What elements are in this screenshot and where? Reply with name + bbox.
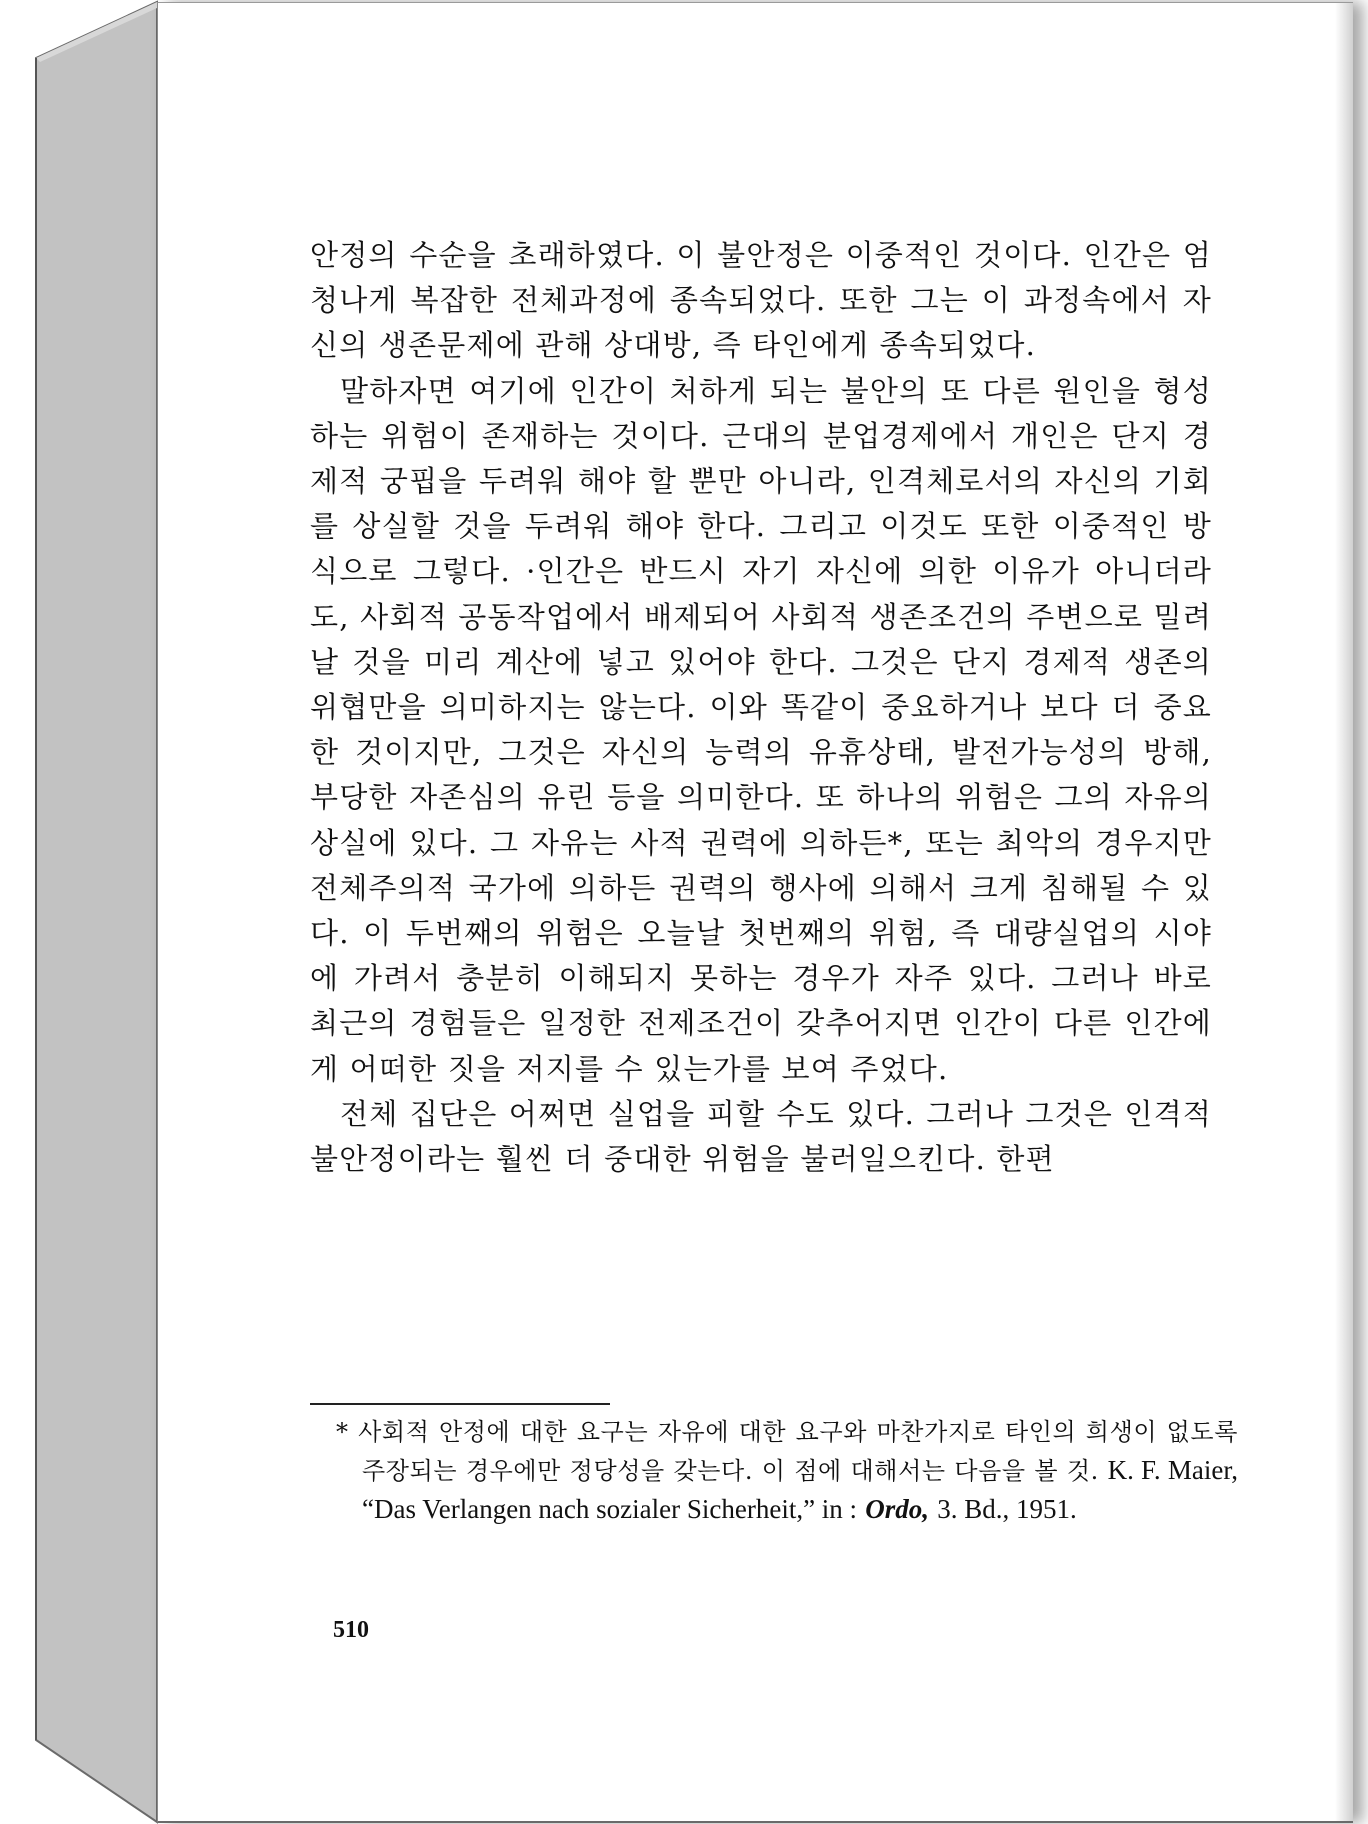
- body-text: [310, 233, 1212, 1182]
- footnote-volume: 3. Bd., 1951.: [937, 1494, 1077, 1524]
- footnote-korean-text: 사회적 안정에 대한 요구는 자유에 대한 요구와 마찬가지로 타인의 희생이 없도록 주장되는 경우에만 정당성을 갖는다. 이 점에 대해서는 다음을 볼 것.: [358, 1418, 1238, 1485]
- book-spine-edge: [0, 0, 160, 1824]
- paragraph-2: 말하자면 여기에 인간이 처하게 되는 불안의 또 다른 원인을 형성하는 위험이 존재하는 것이다. 근대의 분업경제에서 개인은 단지 경제적 궁핍을 두려워 해야 할 뿐만 아니라, 인격체로서의 자신의 기회를 상실할 것을 두려워 해야 한다. 그리고 이것도 또한 이중적인 방식으로 그렇다. ·인간은 반드시 자기 자신에 의한 이유가 아니더라도, 사회적 공동작업에서 배제되어 사회적 생존조건의 주변으로 밀려날 것을 미리 계산에 넣고 있어야 한다. 그것은 단지 경제적 생존의 위협만을 의미하지는 않는다. 이와 똑같이 중요하거나 보다 더 중요한 것이지만, 그것은 자신의 능력의 유휴상태, 발전가능성의 방해, 부당한 자존심의 유린 등을 의미한다. 또 하나의 위험은 그의 자유의 상실에 있다. 그 자유는 사적 권력에 의하든*, 또는 최악의 경우지만 전체주의적 국가에 의하든 권력의 행사에 의해서 크게 침해될 수 있다. 이 두번째의 위험은 오늘날 첫번째의 위험, 즉 대량실업의 시야에 가려서 충분히 이해되지 못하는 경우가 자주 있다. 그러나 바로 최근의 경험들은 일정한 전제조건이 갖추어지면 인간이 다른 인간에게 어떠한 짓을 저지를 수 있는가를 보여 주었다.: [310, 373, 1212, 1086]
- page-edge-shading: [1335, 3, 1353, 1821]
- footnote-journal: Ordo,: [865, 1494, 930, 1524]
- footnote-citation: K. F. Maier, “Das Verlangen nach sozialer Sicherheit,” in :: [362, 1455, 1238, 1524]
- paragraph-1: 안정의 수순을 초래하였다. 이 불안정은 이중적인 것이다. 인간은 엄청나게 복잡한 전체과정에 종속되었다. 또한 그는 이 과정속에서 자신의 생존문제에 관해 상대방, 즉 타인에게 종속되었다.: [310, 238, 1212, 363]
- footnote-separator: [310, 1403, 610, 1405]
- footnote-marker: *: [336, 1418, 349, 1446]
- document-page: [157, 2, 1353, 1823]
- footnote: [336, 1413, 1238, 1529]
- page-number: 510: [333, 1617, 369, 1643]
- paragraph-3: 전체 집단은 어쩌면 실업을 피할 수도 있다. 그러나 그것은 인격적 불안정이라는 훨씬 더 중대한 위험을 불러일으킨다. 한편: [310, 1096, 1212, 1177]
